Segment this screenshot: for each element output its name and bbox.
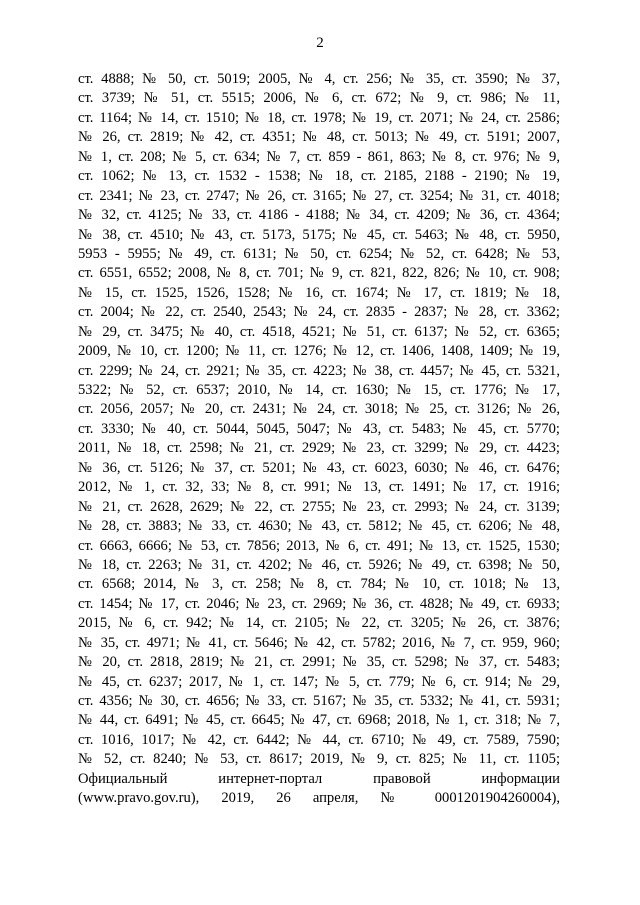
- text-line: ст. 1062; № 13, ст. 1532 - 1538; № 18, ст. 2185, 2188 - 2190; № 19,: [78, 168, 560, 185]
- text-line: № 32, ст. 4125; № 33, ст. 4186 - 4188; № 34, ст. 4209; № 36, ст. 4364;: [78, 207, 560, 224]
- text-line: № 20, ст. 2818, 2819; № 21, ст. 2991; № 35, ст. 5298; № 37, ст. 5483;: [78, 654, 560, 671]
- text-line: 2012, № 1, ст. 32, 33; № 8, ст. 991; № 13, ст. 1491; № 17, ст. 1916;: [78, 479, 560, 496]
- text-line: 2015, № 6, ст. 942; № 14, ст. 2105; № 22, ст. 3205; № 26, ст. 3876;: [78, 615, 560, 632]
- text-line: Официальный интернет-портал правовой информации: [78, 770, 560, 787]
- text-line: № 15, ст. 1525, 1526, 1528; № 16, ст. 1674; № 17, ст. 1819; № 18,: [78, 284, 560, 301]
- text-line: ст. 1016, 1017; № 42, ст. 6442; № 44, ст. 6710; № 49, ст. 7589, 7590;: [78, 731, 560, 748]
- text-line: ст. 6663, 6666; № 53, ст. 7856; 2013, № 6, ст. 491; № 13, ст. 1525, 1530;: [78, 537, 560, 554]
- text-line: № 36, ст. 5126; № 37, ст. 5201; № 43, ст. 6023, 6030; № 46, ст. 6476;: [78, 459, 560, 476]
- text-line: ст. 3330; № 40, ст. 5044, 5045, 5047; № 43, ст. 5483; № 45, ст. 5770;: [78, 420, 560, 437]
- text-line: № 45, ст. 6237; 2017, № 1, ст. 147; № 5, ст. 779; № 6, ст. 914; № 29,: [78, 673, 560, 690]
- text-line: ст. 1164; № 14, ст. 1510; № 18, ст. 1978; № 19, ст. 2071; № 24, ст. 2586;: [78, 109, 560, 126]
- text-line: № 38, ст. 4510; № 43, ст. 5173, 5175; № 45, ст. 5463; № 48, ст. 5950,: [78, 226, 560, 243]
- text-line: (www.pravo.gov.ru), 2019, 26 апреля, № 0001201904260004),: [78, 790, 560, 807]
- text-line: ст. 2004; № 22, ст. 2540, 2543; № 24, ст. 2835 - 2837; № 28, ст. 3362;: [78, 304, 560, 321]
- text-line: 2009, № 10, ст. 1200; № 11, ст. 1276; № 12, ст. 1406, 1408, 1409; № 19,: [78, 343, 560, 360]
- text-line: № 21, ст. 2628, 2629; № 22, ст. 2755; № 23, ст. 2993; № 24, ст. 3139;: [78, 498, 560, 515]
- text-line: № 28, ст. 3883; № 33, ст. 4630; № 43, ст. 5812; № 45, ст. 6206; № 48,: [78, 518, 560, 535]
- text-line: ст. 2056, 2057; № 20, ст. 2431; № 24, ст. 3018; № 25, ст. 3126; № 26,: [78, 401, 560, 418]
- text-line: ст. 2299; № 24, ст. 2921; № 35, ст. 4223; № 38, ст. 4457; № 45, ст. 5321,: [78, 362, 560, 379]
- text-line: 2011, № 18, ст. 2598; № 21, ст. 2929; № 23, ст. 3299; № 29, ст. 4423;: [78, 440, 560, 457]
- page-number: 2: [316, 35, 324, 51]
- text-line: № 29, ст. 3475; № 40, ст. 4518, 4521; № 51, ст. 6137; № 52, ст. 6365;: [78, 323, 560, 340]
- text-line: № 35, ст. 4971; № 41, ст. 5646; № 42, ст. 5782; 2016, № 7, ст. 959, 960;: [78, 634, 560, 651]
- text-line: № 44, ст. 6491; № 45, ст. 6645; № 47, ст. 6968; 2018, № 1, ст. 318; № 7,: [78, 712, 560, 729]
- text-line: ст. 2341; № 23, ст. 2747; № 26, ст. 3165; № 27, ст. 3254; № 31, ст. 4018;: [78, 187, 560, 204]
- document-body: [78, 70, 560, 809]
- text-line: № 26, ст. 2819; № 42, ст. 4351; № 48, ст. 5013; № 49, ст. 5191; 2007,: [78, 129, 560, 146]
- text-line: ст. 6568; 2014, № 3, ст. 258; № 8, ст. 784; № 10, ст. 1018; № 13,: [78, 576, 560, 593]
- text-line: 5953 - 5955; № 49, ст. 6131; № 50, ст. 6254; № 52, ст. 6428; № 53,: [78, 245, 560, 262]
- text-line: ст. 3739; № 51, ст. 5515; 2006, № 6, ст. 672; № 9, ст. 986; № 11,: [78, 90, 560, 107]
- text-line: ст. 4356; № 30, ст. 4656; № 33, ст. 5167; № 35, ст. 5332; № 41, ст. 5931;: [78, 693, 560, 709]
- text-line: 5322; № 52, ст. 6537; 2010, № 14, ст. 1630; № 15, ст. 1776; № 17,: [78, 382, 560, 398]
- text-line: ст. 1454; № 17, ст. 2046; № 23, ст. 2969; № 36, ст. 4828; № 49, ст. 6933;: [78, 595, 560, 612]
- text-line: № 18, ст. 2263; № 31, ст. 4202; № 46, ст. 5926; № 49, ст. 6398; № 50,: [78, 556, 560, 573]
- text-line: ст. 6551, 6552; 2008, № 8, ст. 701; № 9, ст. 821, 822, 826; № 10, ст. 908;: [78, 265, 560, 282]
- text-line: ст. 4888; № 50, ст. 5019; 2005, № 4, ст. 256; № 35, ст. 3590; № 37,: [78, 71, 560, 87]
- text-line: № 1, ст. 208; № 5, ст. 634; № 7, ст. 859 - 861, 863; № 8, ст. 976; № 9,: [78, 148, 560, 165]
- text-line: № 52, ст. 8240; № 53, ст. 8617; 2019, № 9, ст. 825; № 11, ст. 1105;: [78, 751, 560, 768]
